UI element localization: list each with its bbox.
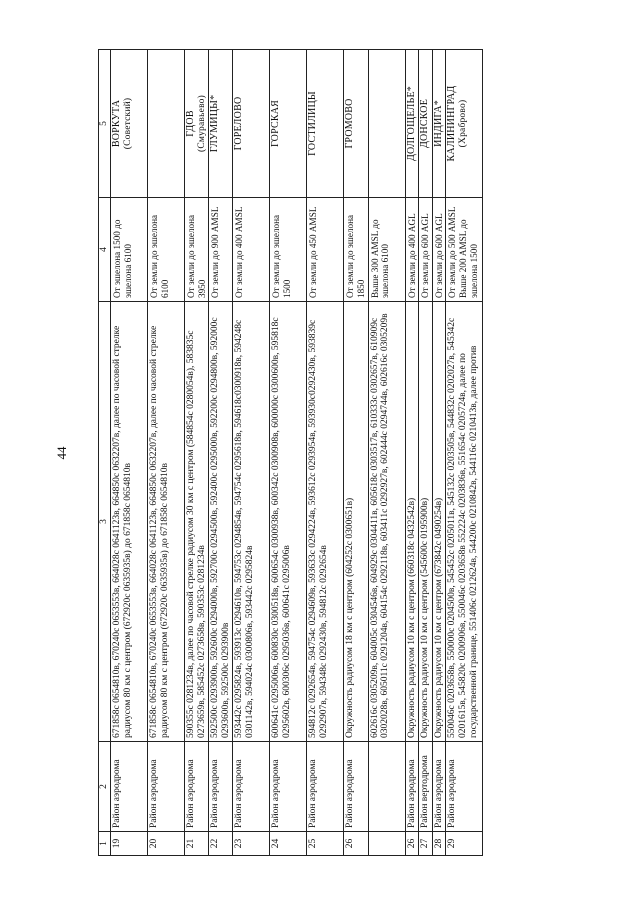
row-number-cell: 28	[432, 832, 446, 856]
altitude-cell: От земли до 400 AMSL	[233, 198, 270, 302]
altitude-cell: От земли до эшелона 1850	[344, 198, 368, 302]
zone-type-cell: Район аэродрома	[185, 742, 209, 832]
zone-type-cell: Район аэродрома	[432, 742, 446, 832]
row-number-cell: 25	[307, 832, 344, 856]
column-header-3: 3	[99, 302, 111, 742]
aerodrome-name-cell	[209, 50, 233, 198]
aerodrome-name: ГДОВ	[185, 110, 196, 137]
zone-type-cell: Район аэродрома	[148, 742, 185, 832]
zone-type-cell: Район аэродрома	[209, 742, 233, 832]
boundary-cell: 593442с 0295824в, 593913с 0294610в, 594753с 0294854в, 594754с 0295618в, 594618с0300918в, 594248с 0301142в, 594024с 0300806в, 593442с 0295824в	[233, 302, 270, 742]
row-number-cell: 26	[344, 832, 368, 856]
row-number-cell: 26	[405, 832, 419, 856]
row-number-cell: 23	[233, 832, 270, 856]
row-number-cell: 21	[185, 832, 209, 856]
aerodrome-name-cell	[446, 50, 483, 198]
aerodrome-subname: (Смуравьево)	[196, 95, 207, 152]
page-number: 44	[54, 446, 69, 460]
aerodrome-name: ВОРКУТА	[111, 99, 122, 148]
table-row	[405, 50, 419, 856]
table-row	[432, 50, 446, 856]
row-number-cell: 27	[419, 832, 433, 856]
aerodrome-name: ГОРСКАЯ	[270, 99, 282, 148]
altitude-cell: От эшелона 1500 до эшелона 6100	[111, 198, 148, 302]
aerodrome-name: ИНДИГА*	[432, 100, 444, 147]
aerodrome-name-cell	[405, 50, 419, 198]
zone-type-cell: Район аэродрома	[344, 742, 368, 832]
table-row	[368, 50, 405, 856]
boundary-cell: 550046с 0203658в, 550000с 0204500в, 545452с 0205011в, 545132с 0203505в, 544832с 0202027в, 545342с 0201615в, 545820с 0200906в, 550046с 0203658в 552224с 0203836в, 551654с 0205724в, далее по государственной границе, 551406с 0212624в, 544200с 0210842в, 544116с 0210413в, далее против	[446, 302, 483, 742]
boundary-cell: 592500с 0293900в, 592600с 0294000в, 592700с 0294500в, 592400с 0295000в, 592200с 0294800в, 592000с 0293600в, 592500с 0293900в	[209, 302, 233, 742]
zone-type-cell: Район аэродрома	[446, 742, 483, 832]
aerodrome-subname: (Храброво)	[457, 99, 468, 148]
boundary-cell: 671858с 0654810в, 670240с 0653553в, 664028с 0641123в, 664850с 0632207в, далее по часовой стрелке радиусом 80 км с центром (672920с 0635935в) до 671858с 0654810в	[148, 302, 185, 742]
zone-type-cell	[368, 742, 405, 832]
aerodrome-name-cell	[344, 50, 368, 198]
altitude-cell: От земли до 400 AGL	[405, 198, 419, 302]
column-header-4: 4	[99, 198, 111, 302]
altitude-cell: От земли до эшелона 6100	[148, 198, 185, 302]
zone-type-cell: Район аэродрома	[111, 742, 148, 832]
zone-type-cell: Район аэродрома	[307, 742, 344, 832]
table-header-row	[99, 50, 111, 856]
row-number-cell: 19	[111, 832, 148, 856]
airspace-table	[98, 49, 483, 856]
table-row	[233, 50, 270, 856]
altitude-cell: От земли до эшелона 1500	[270, 198, 307, 302]
row-number-cell	[368, 832, 405, 856]
aerodrome-name-cell	[419, 50, 433, 198]
aerodrome-name: ДОНСКОЕ	[419, 98, 431, 149]
aerodrome-name: ГЛУМИЦЫ*	[209, 94, 221, 153]
boundary-cell: Окружность радиусом 10 км с центром (545600с 0195900в)	[419, 302, 433, 742]
aerodrome-name: ГРОМОВО	[344, 98, 356, 149]
zone-type-cell: Район аэродрома	[270, 742, 307, 832]
table-row	[209, 50, 233, 856]
column-header-1: 1	[99, 832, 111, 856]
aerodrome-name-cell	[148, 50, 185, 198]
aerodrome-name-cell	[111, 50, 148, 198]
altitude-cell: Выше 300 AMSL до эшелона 6100	[368, 198, 405, 302]
altitude-cell: От земли до 500 AMSL Выше 200 AMSL до эшелона 1500	[446, 198, 483, 302]
boundary-cell: Окружность радиусом 18 км с центром (604252с 0300651в)	[344, 302, 368, 742]
boundary-cell: Окружность радиусом 10 км с центром (673842с 0490254в)	[432, 302, 446, 742]
altitude-cell: От земли до эшелона 3950	[185, 198, 209, 302]
boundary-cell: 594812с 0292654в, 594754с 0294609в, 593633с 0294224в, 593612с 0293954в, 593930с0292430в, 593839с 0292907в, 594348с 0292430в, 594812с 0292654в	[307, 302, 344, 742]
column-header-2: 2	[99, 742, 111, 832]
aerodrome-subname: (Советский)	[122, 97, 133, 150]
row-number-cell: 20	[148, 832, 185, 856]
table-row	[185, 50, 209, 856]
aerodrome-name: ГОРЕЛОВО	[233, 96, 245, 151]
aerodrome-name-cell	[432, 50, 446, 198]
aerodrome-name: ГОСТИЛИЦЫ	[307, 91, 319, 156]
zone-type-cell: Район аэродрома	[233, 742, 270, 832]
zone-type-cell: Район вертодрома	[419, 742, 433, 832]
aerodrome-name: КАЛИНИНГРАД	[446, 85, 458, 162]
boundary-cell: 600641с 0295006в, 600830с 0300518в, 600654с 0300938в, 600342с 0300908в, 600000с 0300600в, 595818с 0295602в, 600306с 0295036в, 600641с 0295006в	[270, 302, 307, 742]
row-number-cell: 29	[446, 832, 483, 856]
aerodrome-name-cell	[185, 50, 209, 198]
aerodrome-name-cell	[270, 50, 307, 198]
aerodrome-name: ДОЛГОЩЕЛЬЕ*	[405, 86, 417, 161]
altitude-cell: От земли до 600 AGL	[419, 198, 433, 302]
aerodrome-name-cell	[368, 50, 405, 198]
boundary-cell: 602616с 0305209в, 604005с 0304546в, 604929с 0304411в, 605618с 0303517в, 610333с 0302657в, 610909с 0302028в, 605011с 0291204в, 604154с 0292118в, 603411с 0292927в, 602444с 0294744в, 602616с 0305209в	[368, 302, 405, 742]
table-body	[111, 50, 483, 856]
zone-type-cell: Район аэродрома	[405, 742, 419, 832]
altitude-cell: От земли до 450 AMSL	[307, 198, 344, 302]
row-number-cell: 24	[270, 832, 307, 856]
boundary-cell: Окружность радиусом 10 км с центром (660318с 0432542в)	[405, 302, 419, 742]
row-number-cell: 22	[209, 832, 233, 856]
table-row	[419, 50, 433, 856]
boundary-cell: 671858с 0654810в, 670240с 0653553в, 664028с 0641123в, 664850с 0632207в, далее по часовой стрелке радиусом 80 км с центром (672920с 0635935в) до 671858с 0654810в	[111, 302, 148, 742]
boundary-cell: 590355с 0281234в, далее по часовой стрелке радиусом 30 км с центром (584854с 0280054в), 583835с 0273659в, 585452с 0273658в, 590353с 0281234в	[185, 302, 209, 742]
altitude-cell: От земли до 600 AGL	[432, 198, 446, 302]
table-row	[344, 50, 368, 856]
table-row	[270, 50, 307, 856]
rotated-page-content	[54, 50, 586, 856]
aerodrome-name-cell	[233, 50, 270, 198]
column-header-5: 5	[99, 50, 111, 198]
table-row	[148, 50, 185, 856]
altitude-cell: От земли до 900 AMSL	[209, 198, 233, 302]
table-row	[307, 50, 344, 856]
table-row	[111, 50, 148, 856]
aerodrome-name-cell	[307, 50, 344, 198]
table-row	[446, 50, 483, 856]
